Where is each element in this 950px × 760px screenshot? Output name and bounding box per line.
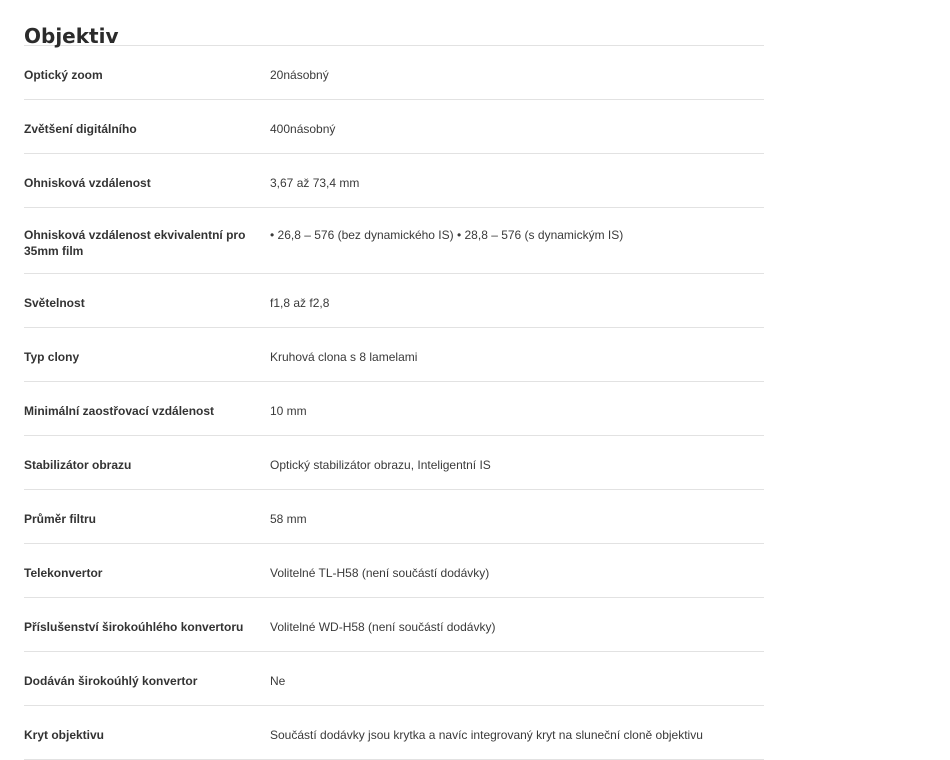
spec-row-focal-length <box>24 154 764 208</box>
spec-label: Minimální zaostřovací vzdálenost <box>24 404 215 418</box>
spec-label: Stabilizátor obrazu <box>24 458 132 472</box>
spec-row-lens-cover <box>24 706 764 760</box>
spec-label: Světelnost <box>24 296 85 310</box>
spec-value: 10 mm <box>270 404 307 418</box>
section-title: Objektiv <box>24 24 119 48</box>
spec-value: 3,67 až 73,4 mm <box>270 176 360 190</box>
spec-value: Optický stabilizátor obrazu, Inteligentní IS <box>270 458 491 472</box>
spec-row-focal-length-35mm <box>24 208 764 274</box>
spec-value: Součástí dodávky jsou krytka a navíc integrovaný kryt na sluneční cloně objektivu <box>270 728 703 742</box>
lens-spec-section <box>24 0 764 760</box>
spec-label: Optický zoom <box>24 68 103 82</box>
spec-row-aperture <box>24 274 764 328</box>
spec-label: Dodáván širokoúhlý konvertor <box>24 674 198 688</box>
spec-row-min-focus-distance <box>24 382 764 436</box>
spec-label: Ohnisková vzdálenost <box>24 176 151 190</box>
spec-row-teleconverter <box>24 544 764 598</box>
spec-value: Ne <box>270 674 286 688</box>
spec-row-iris-type <box>24 328 764 382</box>
spec-label: Příslušenství širokoúhlého konvertoru <box>24 620 244 634</box>
spec-row-digital-zoom <box>24 100 764 154</box>
spec-row-image-stabilizer <box>24 436 764 490</box>
spec-label: Typ clony <box>24 350 80 364</box>
spec-row-filter-diameter <box>24 490 764 544</box>
spec-row-wide-converter-included <box>24 652 764 706</box>
spec-row-optical-zoom <box>24 46 764 100</box>
spec-value: Volitelné TL-H58 (není součástí dodávky) <box>270 566 490 580</box>
spec-label: Kryt objektivu <box>24 728 105 742</box>
spec-label: Telekonvertor <box>24 566 103 580</box>
spec-value: • 26,8 – 576 (bez dynamického IS) • 28,8 – 576 (s dynamickým IS) <box>270 228 624 242</box>
spec-value: Kruhová clona s 8 lamelami <box>270 350 418 364</box>
spec-label: Zvětšení digitálního <box>24 122 137 136</box>
spec-label: Ohnisková vzdálenost ekvivalentní pro 35mm film <box>24 228 246 258</box>
spec-value: Volitelné WD-H58 (není součástí dodávky) <box>270 620 496 634</box>
spec-value: 400násobný <box>270 122 336 136</box>
spec-value: 58 mm <box>270 512 307 526</box>
spec-label: Průměr filtru <box>24 512 97 526</box>
spec-table <box>24 45 764 760</box>
spec-value: 20násobný <box>270 68 329 82</box>
spec-row-wide-converter-accessory <box>24 598 764 652</box>
spec-value: f1,8 až f2,8 <box>270 296 330 310</box>
